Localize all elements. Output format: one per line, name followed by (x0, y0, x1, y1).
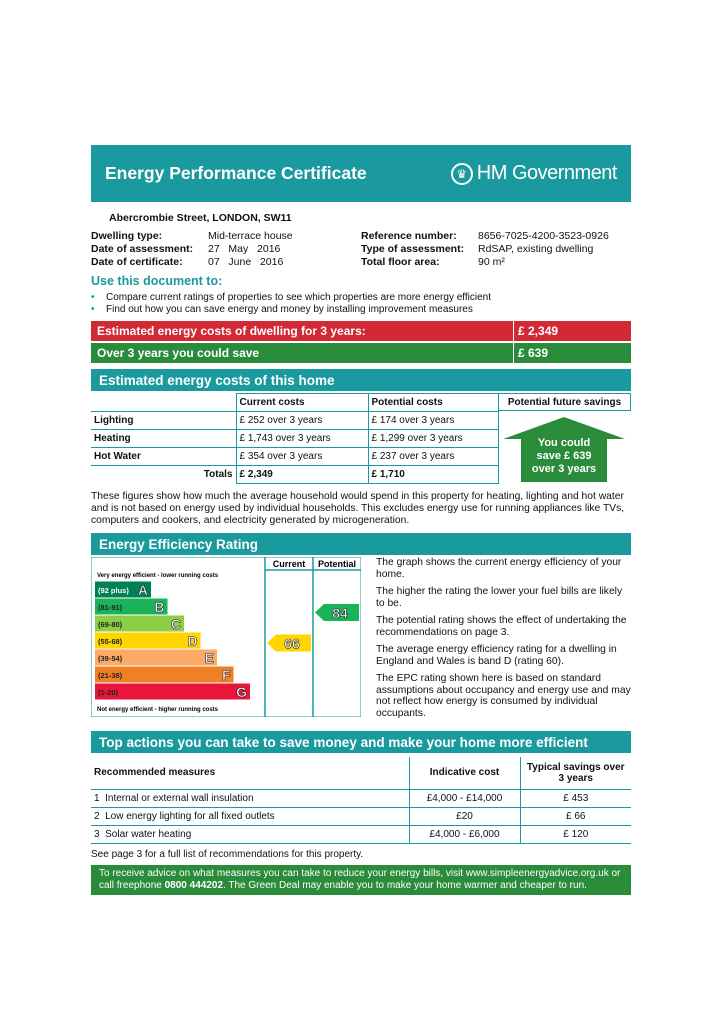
table-row (91, 430, 498, 448)
list-item: • Find out how you can save energy and money by installing improvement measures (91, 304, 473, 315)
measure-name: 3 Solar water heating (91, 825, 409, 843)
info-label: Type of assessment: (361, 243, 465, 255)
band-letter-label: G (236, 684, 247, 700)
measure-cost: £20 (409, 807, 520, 825)
arrow-savings-text: You could save £ 639 over 3 years (531, 437, 597, 475)
row-label: Lighting (91, 412, 236, 430)
band-letter-label: E (204, 650, 214, 666)
banner-label: Estimated energy costs of dwelling for 3 years: (91, 321, 514, 341)
band-letter-label: C (170, 616, 181, 632)
info-label: Date of certificate: (91, 256, 183, 268)
current-cost: £ 252 over 3 years (236, 412, 368, 430)
costs-section-title: Estimated energy costs of this home (91, 369, 631, 391)
costs-table (91, 393, 499, 484)
savings-header: Potential future savings (498, 393, 631, 411)
row-label: Heating (91, 430, 236, 448)
gov-logo (451, 162, 617, 185)
col-header: Recommended measures (91, 757, 409, 789)
potential-rating-value: 84 (332, 604, 348, 621)
info-label: Total floor area: (361, 256, 440, 268)
col-header: Indicative cost (409, 757, 520, 789)
use-list (91, 292, 631, 316)
band-range-label: (81-91) (98, 603, 123, 612)
info-value: 27 May 2016 (208, 243, 281, 255)
measure-cost: £4,000 - £14,000 (409, 789, 520, 807)
measure-saving: £ 453 (520, 789, 631, 807)
costs-note: These figures show how much the average household would spend in this property for heating, lighting and hot water and is not based on energy used by individual households. This excludes energy use for running appliances like TVs, computers and cookers, and electricity generated by microgeneration. (91, 491, 625, 526)
table-row (91, 448, 498, 466)
top-efficiency-label: Very energy efficient - lower running costs (97, 573, 219, 579)
col-current-label: Current (272, 559, 306, 569)
list-item: • Compare current ratings of properties to see which properties are more energy efficient (91, 292, 492, 303)
band-range-label: (92 plus) (98, 586, 129, 595)
current-rating-value: 66 (284, 635, 300, 652)
col-potential-label: Potential (317, 559, 357, 569)
efficiency-section-title: Energy Efficiency Rating (91, 533, 631, 555)
row-label: Hot Water (91, 448, 236, 466)
current-cost: £ 1,743 over 3 years (236, 430, 368, 448)
banner-label: Over 3 years you could save (91, 343, 514, 363)
see-page-note: See page 3 for a full list of recommendations for this property. (91, 848, 364, 860)
band-letter-label: B (154, 599, 165, 615)
measure-saving: £ 120 (520, 825, 631, 843)
potential-cost: £ 237 over 3 years (368, 448, 498, 466)
info-value: Mid-terrace house (208, 230, 293, 242)
banner-value: £ 639 (518, 346, 549, 360)
potential-cost: £ 1,299 over 3 years (368, 430, 498, 448)
table-row (91, 412, 498, 430)
table-row (91, 807, 631, 825)
bullet-icon: • (91, 292, 95, 303)
col-header: Current costs (236, 394, 368, 412)
band-letter-label: A (137, 582, 148, 598)
measure-name: 1 Internal or external wall insulation (91, 789, 409, 807)
bullet-icon: • (91, 304, 95, 315)
info-value: 90 m² (478, 256, 505, 268)
band-letter-label: D (187, 633, 198, 649)
advice-footer: To receive advice on what measures you can take to reduce your energy bills, visit www.simpleenergyadvice.org.uk or call freephone 0800 444202. The Green Deal may enable you to make your home warmer and cheaper to run. (91, 865, 631, 895)
col-header: Typical savings over 3 years (520, 757, 631, 789)
table-header-row (91, 757, 631, 789)
bottom-efficiency-label: Not energy efficient - higher running costs (97, 707, 219, 713)
measure-name: 2 Low energy lighting for all fixed outlets (91, 807, 409, 825)
measure-cost: £4,000 - £6,000 (409, 825, 520, 843)
band-range-label: (21-38) (98, 671, 123, 680)
table-header-row (91, 394, 498, 412)
info-value: 8656-7025-4200-3523-0926 (478, 230, 609, 242)
savings-banner (91, 343, 631, 363)
info-label: Dwelling type: (91, 230, 163, 242)
band-letter-label: F (221, 667, 231, 683)
info-label: Date of assessment: (91, 243, 194, 255)
efficiency-explanation: The graph shows the current energy efficiency of your home. The higher the rating the lower your fuel bills are likely to be. The potential rating shows the effect of undertaking the recommendations on page 3. The average energy efficiency rating for a dwelling in England and Wales is band D (rating 60). The EPC rating shown here is based on standard assumptions about occupancy and energy use and may not reflect how energy is consumed by individual occupants. (376, 557, 631, 719)
info-value: 07 June 2016 (208, 256, 284, 268)
info-label: Reference number: (361, 230, 457, 242)
efficiency-chart (91, 557, 361, 717)
estimated-costs-banner (91, 321, 631, 341)
totals-label: Totals (91, 466, 236, 484)
efficiency-area (91, 557, 631, 717)
total-current: £ 2,349 (236, 466, 368, 484)
table-row (91, 789, 631, 807)
potential-cost: £ 174 over 3 years (368, 412, 498, 430)
page-title: Energy Performance Certificate (105, 163, 367, 183)
freephone-number: 0800 444202 (164, 879, 224, 891)
info-grid (91, 230, 631, 268)
measure-saving: £ 66 (520, 807, 631, 825)
gov-name: HM Government (476, 162, 617, 184)
band-range-label: (55-68) (98, 637, 123, 646)
info-value: RdSAP, existing dwelling (478, 243, 594, 255)
col-header: Potential costs (368, 394, 498, 412)
rating-band-g (95, 684, 250, 700)
use-title: Use this document to: (91, 274, 223, 288)
actions-table (91, 757, 631, 844)
total-potential: £ 1,710 (368, 466, 498, 484)
crest-icon: ♛ (451, 163, 473, 185)
totals-row (91, 466, 498, 484)
epc-page (91, 145, 631, 895)
band-range-label: (39-54) (98, 654, 123, 663)
band-range-label: (69-80) (98, 620, 123, 629)
header-bar (91, 145, 631, 202)
table-row (91, 825, 631, 843)
banner-value: £ 2,349 (518, 324, 559, 338)
property-address: Abercrombie Street, LONDON, SW11 (109, 212, 292, 224)
actions-section-title: Top actions you can take to save money and make your home more efficient (91, 731, 631, 753)
current-cost: £ 354 over 3 years (236, 448, 368, 466)
costs-table-area (91, 393, 631, 489)
band-range-label: (1-20) (98, 688, 119, 697)
